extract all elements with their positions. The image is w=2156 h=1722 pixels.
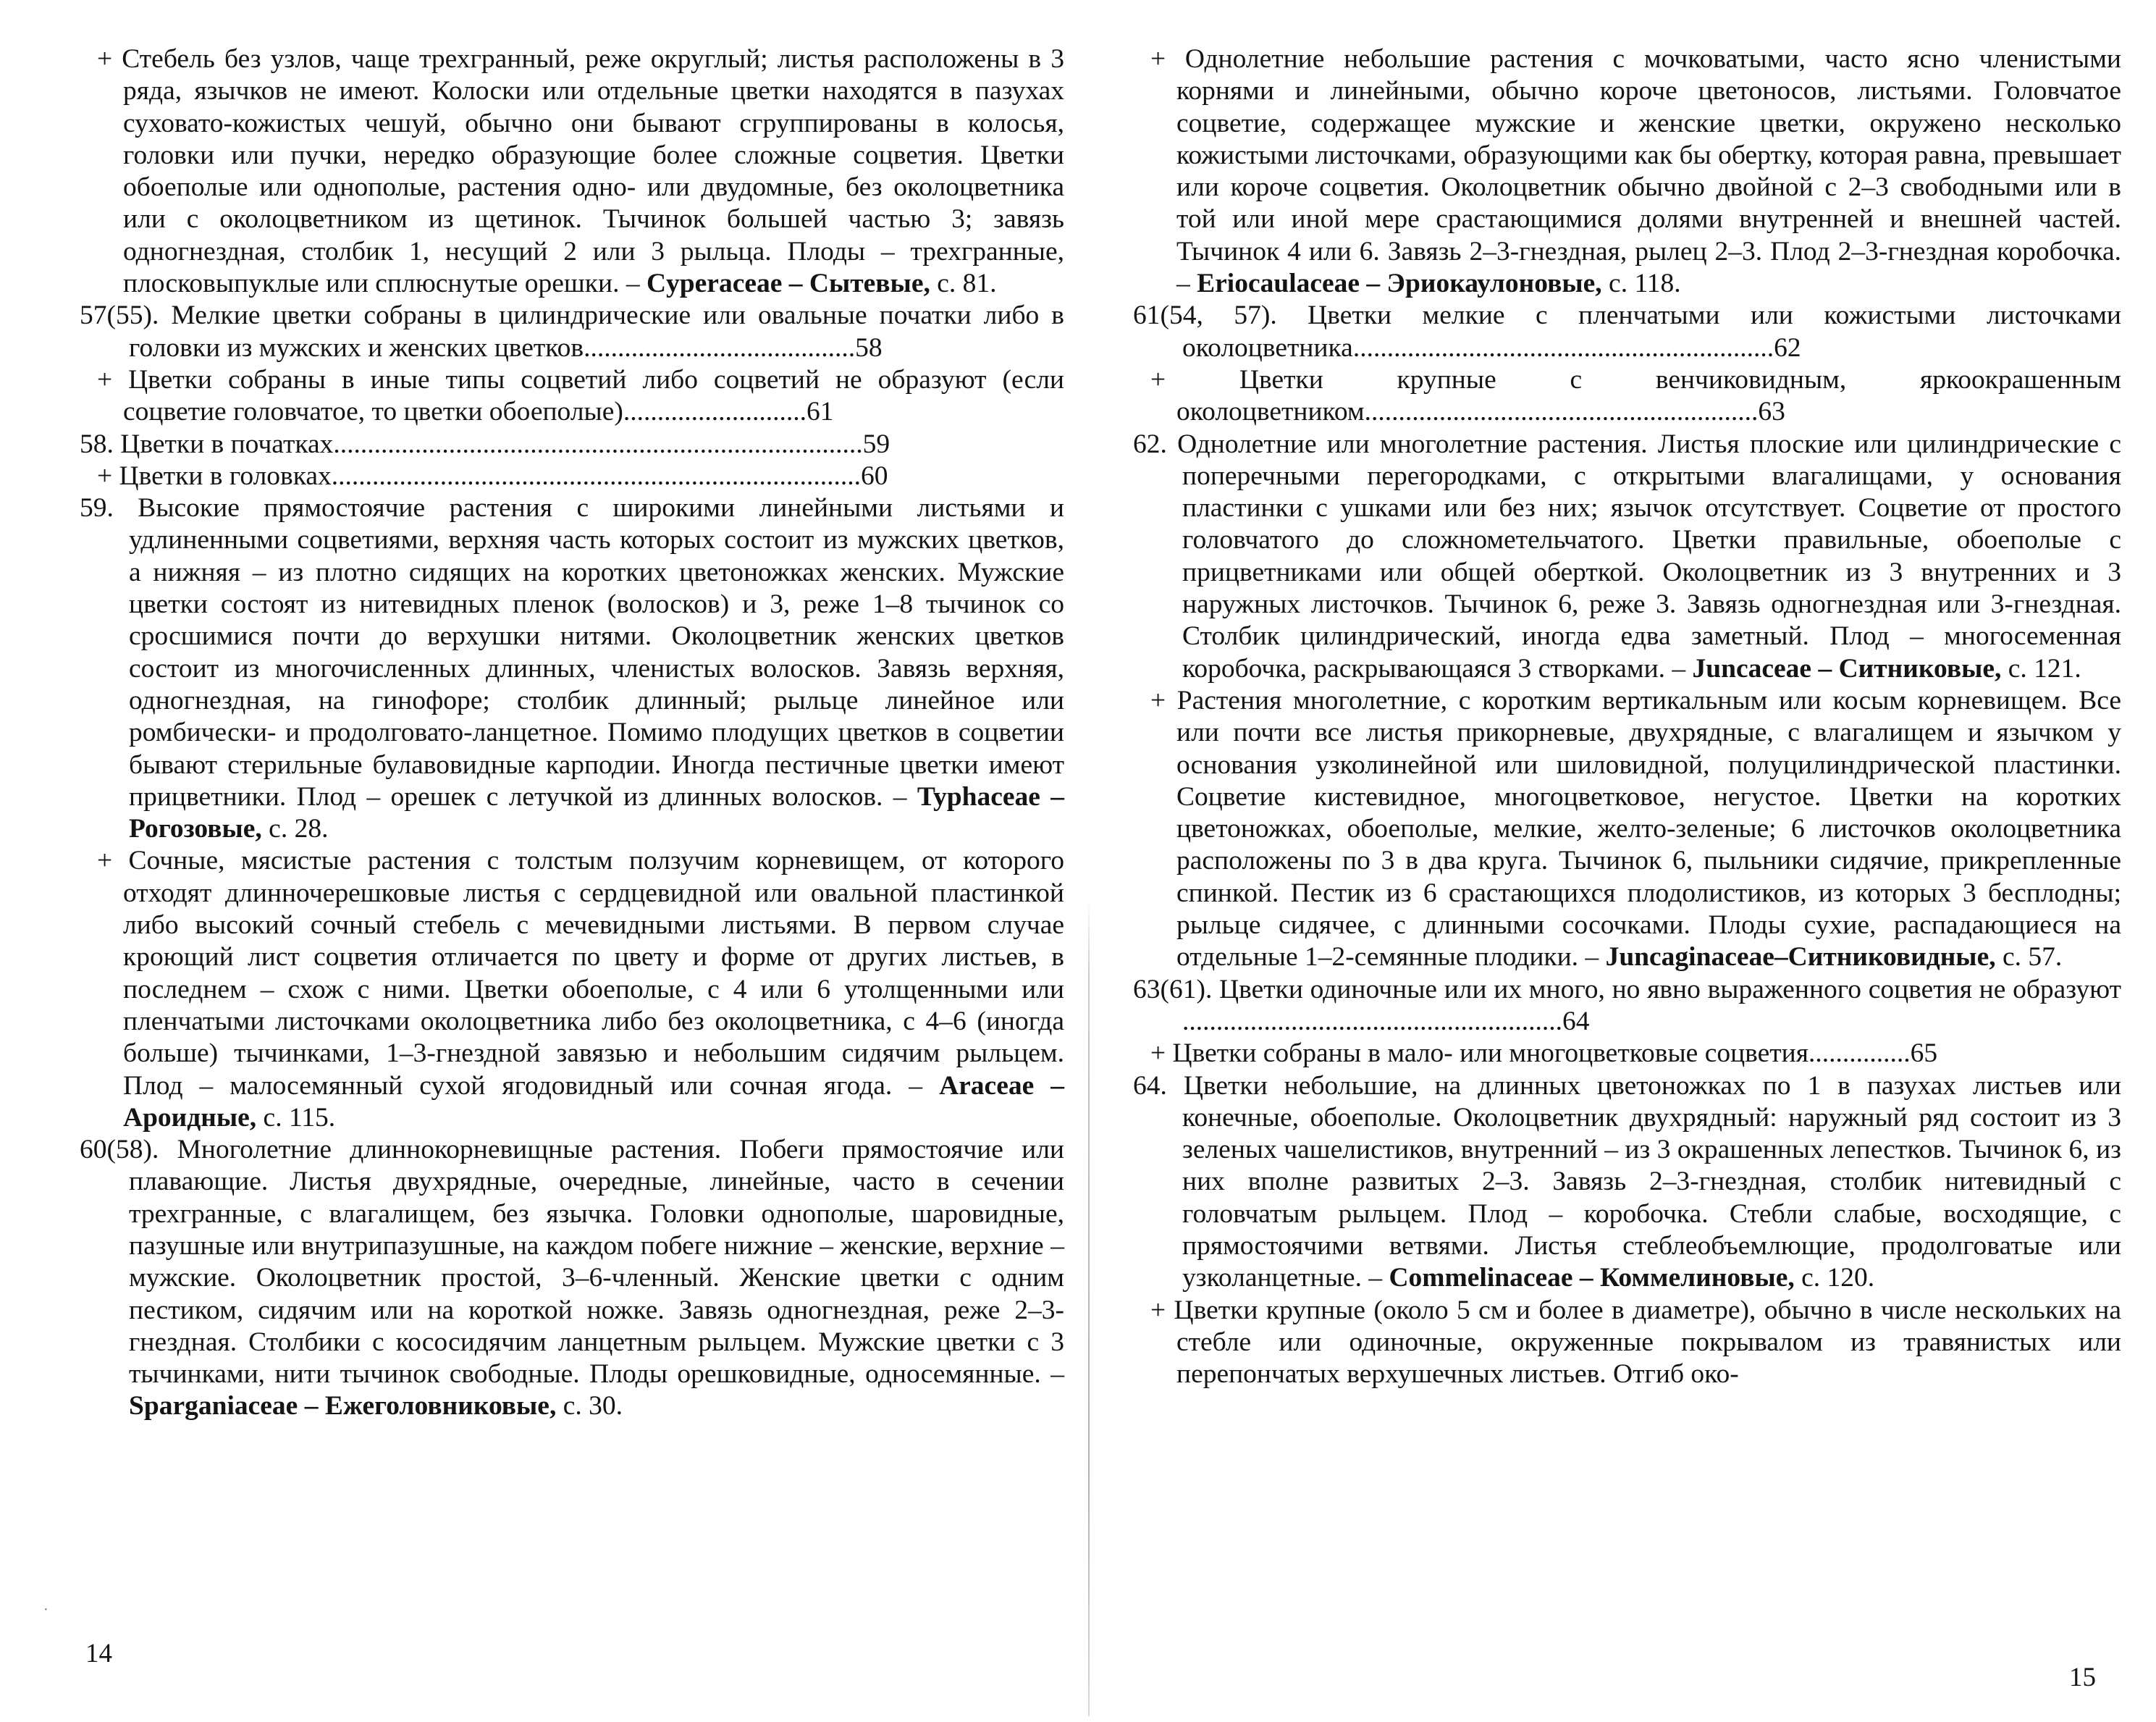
book-gutter [1088, 898, 1090, 1716]
left-page [80, 43, 1064, 1423]
key-entry: + Цветки крупные с венчиковидным, яркоокрашенным околоцветником..........................................................63 [1150, 364, 2121, 427]
key-entry: 64. Цветки небольшие, на длинных цветоножках по 1 в пазухах листьев или конечные, обоеполые. Околоцветник двухрядный: наружный ряд состоит из 3 зеленых чашелистиков, внутренний – из 3 окрашенных лепестков. Тычинок 6, из них вполне развитых 2–3. Завязь 2–3-гнездная, столбик нитевидный с головчатым рыльцем. Плод – коробочка. Стебли слабые, восходящие, с прямостоячими ветвями. Листья стеблеобъемлющие, продолговатые или узколанцетные. – Commelinaceae – Коммелиновые, с. 120. [1133, 1070, 2121, 1293]
key-entry: + Растения многолетние, с коротким вертикальным или косым корневищем. Все или почти все листья прикорневые, двухрядные, с влагалищем и язычком у основания узколинейной или шиловидной, полуцилиндрической пластинки. Соцветие кистевидное, многоцветковое, негустое. Цветки на коротких цветоножках, обоеполые, мелкие, желто-зеленые; 6 листочков околоцветника расположены по 3 в два круга. Тычинок 6, пыльники сидячие, прикрепленные спинкой. Пестик из 6 срастающихся плодолистиков, из которых 3 бесплодны; рыльце сидячее, с длинными сосочками. Плоды сухие, распадающиеся на отдельные 1–2-семянные плодики. – Juncaginaceae–Ситниковидные, с. 57. [1150, 685, 2121, 973]
key-entry: 61(54, 57). Цветки мелкие с пленчатыми или кожистыми листочками околоцветника..............................................................62 [1133, 301, 2121, 363]
key-entry: + Стебель без узлов, чаще трехгранный, реже округлый; листья расположены в 3 ряда, язычков не имеют. Колоски или отдельные цветки находятся в пазухах суховато-кожистых чешуй, обычно они бывают сгруппированы в колосья, головки или пучки, нередко образующие более сложные соцветия. Цветки обоеполые или однополые, растения одно- или двудомные, без околоцветника или с околоцветником из щетинок. Тычинок большей частью 3; завязь одногнездная, столбик 1, несущий 2 или 3 рыльца. Плоды – трехгранные, плосковыпуклые или сплюснутые орешки. – Cyperaceae – Сытевые, с. 81. [97, 44, 1064, 299]
scan-speck: · [43, 1602, 49, 1618]
key-entry: 59. Высокие прямостоячие растения с широкими линейными листьями и удлиненными соцветиями, верхняя часть которых состоит из мужских цветков, а нижняя – из плотно сидящих на коротких цветоножках женских. Мужские цветки состоят из нитевидных пленок (волосков) и 3, реже 1–8 тычинок со сросшимися почти до верхушки нитями. Околоцветник женских цветков состоит из многочисленных длинных, членистых волосков. Завязь верхняя, одногнездная, на гинофоре; столбик длинный; рыльце линейное или ромбически- и продолговато-ланцетное. Помимо плодущих цветков в соцветии бывают стерильные булавовидные карподии. Иногда пестичные цветки имеют прицветники. Плод – орешек с летучкой из длинных волосков. – Typhaceae – Рогозовые, с. 28. [80, 493, 1065, 844]
key-entry: + Однолетние небольшие растения с мочковатыми, часто ясно членистыми корнями и линейными, обычно короче цветоносов, листьями. Головчатое соцветие, содержащее мужские и женские цветки, окружено несколько кожистыми листочками, образующими как бы обертку, которая равна, превышает или короче соцветия. Околоцветник обычно двойной с 2–3 свободными или в той или иной мере срастающимися долями внутренней и внешней частей. Тычинок 4 или 6. Завязь 2–3-гнездная, рылец 2–3. Плод 2–3-гнездная коробочка. – Eriocaulaceae – Эриокаулоновые, с. 118. [1150, 44, 2121, 299]
key-entry: + Цветки собраны в иные типы соцветий либо соцветий не образуют (если соцветие головчатое, то цветки обоеполые)...........................61 [97, 364, 1064, 427]
key-entry: 58. Цветки в початках..............................................................................59 [80, 429, 890, 459]
page-number: 14 [85, 1639, 112, 1668]
key-entry: + Цветки в головках..............................................................................60 [97, 461, 888, 491]
page-number: 15 [2069, 1663, 2096, 1692]
key-entry: + Цветки собраны в мало- или многоцветковые соцветия...............65 [1150, 1038, 1938, 1069]
key-entry: + Цветки крупные (около 5 см и более в диаметре), обычно в числе нескольких на стебле или одиночные, окруженные покрывалом из травянистых или перепончатых верхушечных листьев. Отгиб око- [1150, 1295, 2121, 1390]
key-entry: 63(61). Цветки одиночные или их много, но явно выраженного соцветия не образуют ........................................................64 [1133, 974, 2121, 1036]
key-entry: 60(58). Многолетние длиннокорневищные растения. Побеги прямостоячие или плавающие. Листья двухрядные, очередные, линейные, часто в сечении трехгранные, с влагалищем, без язычка. Головки однополые, шаровидные, пазушные или внутрипазушные, на каждом побеге нижние – женские, верхние – мужские. Околоцветник простой, 3–6-членный. Женские цветки с одним пестиком, сидячим или на короткой ножке. Завязь одногнездная, реже 2–3-гнездная. Столбики с кососидячим ланцетным рыльцем. Мужские цветки с 3 тычинками, нити тычинок свободные. Плоды орешковидные, односемянные. – Sparganiaceae – Ежеголовниковые, с. 30. [80, 1135, 1064, 1421]
right-page [1133, 43, 2121, 1390]
key-entry: 57(55). Мелкие цветки собраны в цилиндрические или овальные початки либо в головки из мужских и женских цветков........................................58 [80, 301, 1064, 363]
key-entry: + Сочные, мясистые растения с толстым ползучим корневищем, от которого отходят длинночерешковые листья с сердцевидной или овальной пластинкой либо высокий сочный стебель с мечевидными листьями. В первом случае кроющий лист соцветия отличается по цвету и форме от других листьев, в последнем – схож с ними. Цветки обоеполые, с 4 или 6 утолщенными или пленчатыми листочками околоцветника либо без околоцветника, с 4–6 (иногда больше) тычинками, 1–3-гнездной завязью и небольшим сидячим рыльцем. Плод – малосемянный сухой ягодовидный или сочная ягода. – Araceae – Ароидные, с. 115. [97, 846, 1064, 1133]
key-entry: 62. Однолетние или многолетние растения. Листья плоские или цилиндрические с поперечными перегородками, с открытыми влагалищами, у основания пластинки с ушками или без них; язычок отсутствует. Соцветие от простого головчатого до сложнометельчатого. Цветки правильные, обоеполые с прицветниками или общей оберткой. Околоцветник из 3 внутренних и 3 наружных листочков. Тычинок 6, реже 3. Завязь одногнездная или 3-гнездная. Столбик цилиндрический, иногда едва заметный. Плод – многосеменная коробочка, раскрывающаяся 3 створками. – Juncaceae – Ситниковые, с. 121. [1133, 429, 2121, 684]
